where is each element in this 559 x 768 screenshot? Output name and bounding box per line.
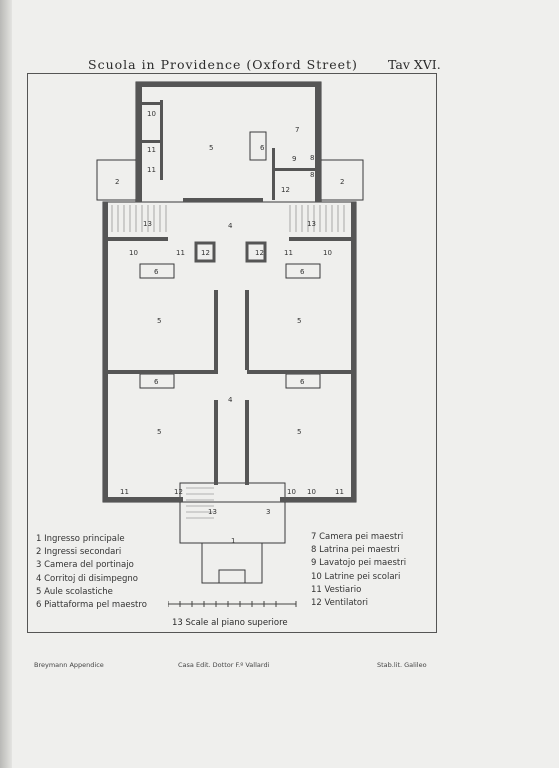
label-room: 6 [154,378,159,386]
footer-center: Casa Edit. Dottor F.º Vallardi [178,661,270,669]
wall [183,198,263,202]
label-room: 5 [209,144,214,152]
footer-left: Breymann Appendice [34,661,104,669]
legend-item: 11 Vestiario [311,584,362,595]
main-body-outline [103,202,356,502]
plate-title: Scuola in Providence (Oxford Street) [88,57,358,72]
label-room: 12 [255,249,264,257]
label-room: 11 [120,488,129,496]
wall [275,168,315,171]
label-room: 12 [201,249,210,257]
label-room: 5 [297,317,302,325]
wall [160,100,163,180]
label-room: 11 [284,249,293,257]
label-room: 6 [300,268,305,276]
label-room: 11 [147,166,156,174]
label-room: 13 [208,508,217,516]
wall [142,102,162,105]
wall [245,400,249,485]
legend-item: 7 Camera pei maestri [311,532,404,542]
legend-item: 12 Ventilatori [311,598,368,609]
label-room: 5 [297,428,302,436]
wall [245,290,249,370]
scale-bar [168,598,298,610]
label-room: 7 [295,126,300,134]
legend-item: 3 Camera del portinajo [36,560,134,571]
wall [280,497,356,502]
label-room: 6 [154,268,159,276]
label-room: 8 [310,154,315,162]
legend-item: 9 Lavatojo pei maestri [311,558,407,569]
label-room: 5 [157,428,162,436]
legend-right [311,531,406,610]
label-room: 2 [340,178,345,186]
label-room: 12 [281,186,290,194]
label-room: 10 [147,110,156,118]
label-room: 10 [307,488,316,496]
footer-right: Stab.lit. Galileo [377,661,427,669]
label-room: 11 [147,146,156,154]
wall [272,148,275,200]
legend-item: 8 Latrina pei maestri [311,545,400,556]
wall [351,202,356,502]
porch-steps [219,570,245,583]
label-room: 12 [174,488,183,496]
legend-item: 2 Ingressi secondari [36,547,122,558]
label-room: 1 [231,537,236,545]
label-room: 3 [266,508,271,516]
label-room: 13 [143,220,152,228]
wall [108,370,218,374]
wall [103,497,183,502]
wall [108,237,168,241]
label-room: 10 [323,249,332,257]
wall [142,140,162,143]
label-room: 6 [300,378,305,386]
wall [103,202,108,502]
entrance-porch [202,543,262,583]
legend-item: 10 Latrine pei scolari [311,571,401,582]
wall [214,290,218,370]
plate-number: Tav XVI. [388,57,441,72]
legend-stairs: 13 Scale al piano superiore [172,618,288,628]
label-room: 5 [157,317,162,325]
label-room: 10 [129,249,138,257]
wall [315,82,321,202]
legend-item: 1 Ingresso principale [36,534,125,544]
wall [289,237,351,241]
label-room: 4 [228,396,233,404]
legend-left [36,533,147,612]
label-room: 4 [228,222,233,230]
label-room: 2 [115,178,120,186]
legend-item: 5 Aule scolastiche [36,586,113,597]
label-room: 11 [335,488,344,496]
label-room: 9 [292,155,297,163]
wall [214,400,218,485]
label-room: 13 [307,220,316,228]
wall [136,82,142,202]
legend-item: 4 Corritoj di disimpegno [36,573,138,584]
legend-item: 6 Piattaforma pel maestro [36,600,147,611]
label-room: 10 [287,488,296,496]
label-room: 8 [310,171,315,179]
top-wing-outline [136,82,321,202]
wall [247,370,351,374]
label-room: 11 [176,249,185,257]
wall [136,82,321,87]
label-room: 6 [260,144,265,152]
